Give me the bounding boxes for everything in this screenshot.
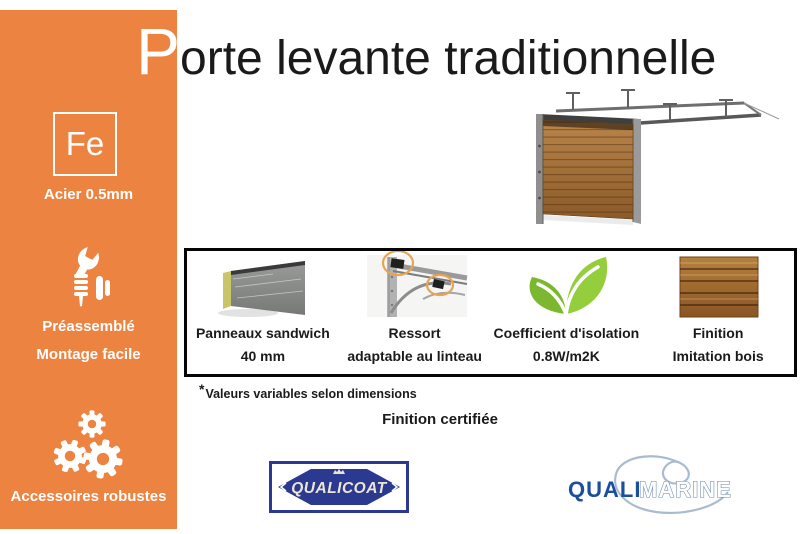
feature-finition xyxy=(642,251,794,374)
fe-symbol: Fe xyxy=(65,125,105,162)
qualimarine-outline-text: MARINE xyxy=(639,477,732,502)
sandwich-panel-photo xyxy=(203,251,323,323)
qualimarine-logo xyxy=(550,450,752,525)
steel-label: Acier 0.5mm xyxy=(43,186,134,203)
feature-value: 0.8W/m2K xyxy=(532,348,600,364)
feature-label: Coefficient d'isolation xyxy=(493,325,640,341)
lintel-spring-photo xyxy=(355,251,475,323)
green-leaves-icon xyxy=(506,251,626,323)
feature-panneaux xyxy=(187,251,339,374)
wood-finish-photo xyxy=(658,251,778,323)
tools-icon xyxy=(0,246,177,312)
preassembled-label: Préassemblé xyxy=(42,318,135,335)
title-rest: orte levante traditionnelle xyxy=(180,32,717,85)
qualimarine-solid-text: QUALI xyxy=(568,477,642,502)
easy-mount-label: Montage facile xyxy=(36,346,141,363)
feature-ressort xyxy=(339,251,491,374)
garage-door-image xyxy=(498,84,798,241)
certification-title: Finition certifiée xyxy=(382,411,498,428)
disclaimer-note xyxy=(199,380,417,401)
feature-value: adaptable au linteau xyxy=(347,348,482,364)
qualicoat-logo xyxy=(269,461,409,518)
feature-value: Imitation bois xyxy=(672,348,764,364)
feature-label: Panneaux sandwich xyxy=(195,325,330,341)
feature-label: Ressort xyxy=(388,325,441,341)
feature-isolation xyxy=(491,251,643,374)
asterisk: * xyxy=(199,381,205,397)
feature-label: Finition xyxy=(692,325,744,341)
title-initial: P xyxy=(136,14,181,88)
fe-steel-icon xyxy=(53,112,117,176)
page-title xyxy=(136,14,717,88)
accessories-label: Accessoires robustes xyxy=(10,488,167,505)
feature-box xyxy=(184,248,797,377)
gears-icon xyxy=(0,406,177,482)
disclaimer-text: Valeurs variables selon dimensions xyxy=(205,387,417,402)
qualicoat-text: QUALICOAT xyxy=(291,480,387,497)
feature-value: 40 mm xyxy=(240,348,286,364)
